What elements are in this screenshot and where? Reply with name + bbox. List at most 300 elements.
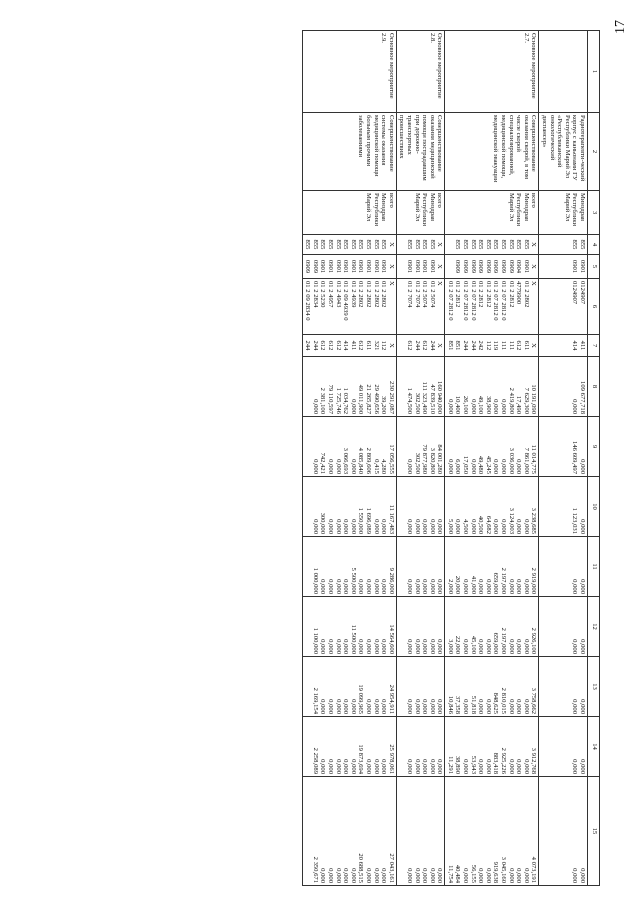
cell-value: 01 2 07 2812 0 xyxy=(469,281,477,321)
cell-value: 41,000 xyxy=(469,575,477,594)
cell-value: всего xyxy=(436,193,444,208)
cell-value: 40,500 xyxy=(477,515,485,534)
table-row xyxy=(302,31,396,886)
cell-value: 0,000 xyxy=(579,579,586,594)
cell-value: 0,000 xyxy=(319,579,327,594)
cell-value: 0,000 xyxy=(327,868,334,883)
cell-value: 0,000 xyxy=(436,519,444,534)
cell-value: 0,000 xyxy=(507,699,515,714)
table-cell-c4 xyxy=(302,235,396,255)
table-cell-c13 xyxy=(539,657,588,717)
cell-value: 0,000 xyxy=(342,519,350,534)
cell-value: 0,000 xyxy=(405,639,413,654)
cell-value: 0,000 xyxy=(334,579,342,594)
cell-value: 7 629,300 xyxy=(522,387,530,414)
cell-value: 79 110,597 xyxy=(327,384,334,414)
cell-value: Минздрав xyxy=(428,193,436,222)
table-cell-c5 xyxy=(396,255,445,279)
cell-value: Минздрав xyxy=(579,193,586,222)
cell-value: 0,000 xyxy=(579,459,586,474)
table-cell-c5 xyxy=(302,255,396,279)
cell-value: 0,000 xyxy=(311,459,319,474)
cell-value: 0,000 xyxy=(500,519,508,534)
cell-value: 0124907 xyxy=(579,281,586,305)
cell-value: 3 066,693 xyxy=(342,447,350,474)
cell-value: 0,000 xyxy=(507,759,515,774)
cell-value: 0,000 xyxy=(380,868,388,883)
table-cell-c7 xyxy=(396,335,445,357)
cell-value: 0,000 xyxy=(349,399,357,414)
cell-value: 0909 xyxy=(469,259,477,274)
cell-value: 111 323,490 xyxy=(421,381,429,414)
cell-value: 119 xyxy=(492,340,500,351)
table-cell-c14 xyxy=(539,717,588,777)
cell-value: 0,000 xyxy=(311,519,319,534)
cell-value: X xyxy=(530,264,538,269)
table-cell-c13 xyxy=(396,657,445,717)
cell-value: 17,050 xyxy=(462,455,470,474)
cell-value: 411 xyxy=(349,340,357,351)
cell-value: 1 474,500 xyxy=(405,387,413,414)
cell-value: 0,000 xyxy=(428,699,436,714)
cell-value: 612 xyxy=(334,340,342,351)
cell-value: 855 xyxy=(319,239,327,250)
cell-value: 39,200 xyxy=(380,395,388,414)
cell-value: 0,000 xyxy=(334,759,342,774)
cell-value: 855 xyxy=(372,239,380,250)
table-cell-c11 xyxy=(396,537,445,597)
cell-value: 0,000 xyxy=(372,519,380,534)
cell-value: 855 xyxy=(507,239,515,250)
header-row xyxy=(588,31,600,886)
table-cell-c9 xyxy=(539,417,588,477)
cell-value: 612 xyxy=(515,340,523,351)
cell-value: 11,754 xyxy=(446,865,454,883)
cell-value: 0,000 xyxy=(413,579,421,594)
cell-value: 0,000 xyxy=(413,699,421,714)
cell-value: 0,000 xyxy=(319,759,327,774)
cell-value: 19 873,694 xyxy=(357,744,365,774)
cell-value: 414 xyxy=(571,340,579,351)
cell-value: 01 2 2802 xyxy=(357,281,365,308)
table-cell-c14 xyxy=(396,717,445,777)
cell-value: 0,000 xyxy=(405,519,413,534)
row-name: Совершенствование системы оказания медицинской помощи больным прочими заболеваниями xyxy=(302,113,396,191)
cell-value: 855 xyxy=(571,239,579,250)
cell-value: 0124907 xyxy=(571,281,579,305)
cell-value: 0,000 xyxy=(349,868,357,883)
table-cell-c5 xyxy=(539,255,588,279)
cell-value: 0,000 xyxy=(357,579,365,594)
cell-value: 0,000 xyxy=(380,579,388,594)
cell-value: 0,000 xyxy=(342,868,350,883)
cell-value: 0,000 xyxy=(357,639,365,654)
cell-value: 0,000 xyxy=(522,639,530,654)
cell-value: 0901 xyxy=(579,259,586,274)
cell-value: 0901 xyxy=(428,259,436,274)
cell-value: 0,000 xyxy=(477,699,485,714)
cell-value: 0,000 xyxy=(428,519,436,534)
budget-table xyxy=(302,30,600,886)
cell-value: 0901 xyxy=(357,259,365,274)
cell-value: 0,000 xyxy=(327,759,334,774)
cell-value: 109 677,718 xyxy=(579,381,586,414)
header-cell: 6 xyxy=(588,279,600,335)
cell-value: 2 197,000 xyxy=(500,627,508,654)
cell-value: 10,400 xyxy=(454,395,462,414)
cell-value: 0909 xyxy=(507,259,515,274)
cell-value: 0,000 xyxy=(334,699,342,714)
cell-value: 4 085,840 xyxy=(357,447,365,474)
cell-value: 855 xyxy=(492,239,500,250)
cell-value: 851 xyxy=(446,340,454,351)
cell-value: 47 839,510 xyxy=(428,384,436,414)
cell-value: 56,155 xyxy=(469,864,477,883)
cell-value: 0,000 xyxy=(428,639,436,654)
cell-value: 2,000 xyxy=(446,579,454,594)
cell-value: Минздрав xyxy=(380,193,388,222)
cell-value: Республики xyxy=(571,193,579,227)
cell-value: Минздрав xyxy=(522,193,530,222)
cell-value: 4,500 xyxy=(462,519,470,534)
cell-value: 01 2 7074 xyxy=(413,281,421,308)
cell-value: 2 197,000 xyxy=(500,567,508,594)
cell-value: 01 2 4957 xyxy=(327,281,334,308)
cell-value: 79 877,980 xyxy=(421,444,429,474)
table-cell-c3 xyxy=(539,191,588,235)
cell-value: 01 2 2834 xyxy=(311,281,319,308)
cell-value: 160 940,000 xyxy=(436,381,444,414)
cell-value: 0,000 xyxy=(507,868,515,883)
cell-value: 7 861,000 xyxy=(522,447,530,474)
cell-value: X xyxy=(436,343,444,348)
cell-value: 112 xyxy=(380,340,388,351)
row-name: Совершенствование оказания медицинской помощи пострадавшим при дорожно-транспортных происшествиях xyxy=(396,113,445,191)
cell-value: 0,000 xyxy=(492,459,500,474)
cell-value: X xyxy=(436,281,444,286)
cell-value: 2 350,671 xyxy=(311,856,319,883)
cell-value: 0,000 xyxy=(477,579,485,594)
cell-value: 244 xyxy=(469,340,477,351)
cell-value: 855 xyxy=(380,239,388,250)
cell-value: 855 xyxy=(454,239,462,250)
table-cell-c12 xyxy=(396,597,445,657)
cell-value: 0,000 xyxy=(579,868,586,883)
cell-value: 01 2 07 2812 0 xyxy=(500,281,508,321)
cell-value: 45,245 xyxy=(484,455,492,474)
cell-value: 0,000 xyxy=(469,519,477,534)
header-cell: 5 xyxy=(588,255,600,279)
cell-value: 0,000 xyxy=(469,399,477,414)
cell-value: Марий Эл xyxy=(563,193,571,222)
cell-value: 0,000 xyxy=(405,459,413,474)
cell-value: 0,000 xyxy=(515,519,523,534)
cell-value: 855 xyxy=(349,239,357,250)
cell-value: 242 xyxy=(477,340,485,351)
cell-value: X xyxy=(387,264,395,269)
cell-value: 855 xyxy=(334,239,342,250)
cell-value: 26,100 xyxy=(462,395,470,414)
cell-value: 3 912,768 xyxy=(530,747,538,774)
cell-value: 855 xyxy=(327,239,334,250)
cell-value: 17 056,555 xyxy=(387,444,395,474)
cell-value: 0,000 xyxy=(364,699,372,714)
table-cell-c6 xyxy=(302,279,396,335)
table-cell-c10 xyxy=(445,477,539,537)
cell-value: 0,000 xyxy=(515,579,523,594)
cell-value: 01 2 4943 xyxy=(334,281,342,308)
cell-value: 53,943 xyxy=(469,755,477,774)
cell-value: 4779900 xyxy=(515,281,523,305)
cell-value: 0,000 xyxy=(428,868,436,883)
table-cell-c10 xyxy=(539,477,588,537)
cell-value: 0,000 xyxy=(462,579,470,594)
cell-value: 19 099,965 xyxy=(357,684,365,714)
row-name: Совершенствование оказания скорой, в том числе скорой специализированной, медицинской помощи, медицинской эвакуации xyxy=(445,113,539,191)
cell-value: 855 xyxy=(579,239,586,250)
cell-value: 0,000 xyxy=(500,399,508,414)
cell-value: 0,000 xyxy=(319,639,327,654)
cell-value: 0909 xyxy=(304,259,312,274)
cell-value: 2 381,100 xyxy=(319,387,327,414)
cell-value: 1 123,031 xyxy=(571,507,579,534)
table-row xyxy=(396,31,445,886)
cell-value: 0,000 xyxy=(372,579,380,594)
cell-value: 0,000 xyxy=(421,579,429,594)
row-label: Основное мероприятие 2.9. xyxy=(302,31,396,113)
table-cell-c13 xyxy=(302,657,396,717)
cell-value: 0,000 xyxy=(462,699,470,714)
table-cell-c13 xyxy=(445,657,539,717)
table-cell-c3 xyxy=(445,191,539,235)
cell-value: 302,500 xyxy=(413,392,421,414)
cell-value: 01 2 2802 xyxy=(364,281,372,308)
cell-value: 0,000 xyxy=(454,519,462,534)
cell-value: 0,000 xyxy=(342,579,350,594)
header-cell: 10 xyxy=(588,477,600,537)
table-cell-c15 xyxy=(302,777,396,886)
cell-value: 2 810,015 xyxy=(500,687,508,714)
table-cell-c11 xyxy=(539,537,588,597)
table-cell-c15 xyxy=(539,777,588,886)
cell-value: 0909 xyxy=(492,259,500,274)
cell-value: 14 564,600 xyxy=(387,624,395,654)
cell-value: 855 xyxy=(462,239,470,250)
cell-value: Марий Эл xyxy=(364,193,372,222)
cell-value: 0,000 xyxy=(334,639,342,654)
cell-value: 0,000 xyxy=(462,759,470,774)
cell-value: 4 073,191 xyxy=(530,856,538,883)
cell-value: 611 xyxy=(522,340,530,351)
cell-value: 0901 xyxy=(334,259,342,274)
table-cell-c8 xyxy=(396,357,445,417)
cell-value: 0,000 xyxy=(327,459,334,474)
cell-value: 244 xyxy=(304,340,312,351)
cell-value: 0,000 xyxy=(522,759,530,774)
cell-value: 0,000 xyxy=(484,579,492,594)
cell-value: 4,280 xyxy=(380,459,388,474)
cell-value: 0,000 xyxy=(319,699,327,714)
cell-value: 2 925,226 xyxy=(500,747,508,774)
cell-value: 0,000 xyxy=(364,868,372,883)
cell-value: 01 2 5074 xyxy=(428,281,436,308)
cell-value: 302,500 xyxy=(413,452,421,474)
cell-value: 1 000,000 xyxy=(311,567,319,594)
table-row xyxy=(445,31,539,886)
cell-value: 230 291,087 xyxy=(387,381,395,414)
cell-value: 38,890 xyxy=(454,755,462,774)
cell-value: 2 926,100 xyxy=(530,627,538,654)
cell-value: 0909 xyxy=(454,259,462,274)
row-name: Радиотерапевти-ческий корпус с каньонами ГУ Республики Марий Эл «Республиканский онкологический диспансер» xyxy=(539,113,588,191)
cell-value: 0,000 xyxy=(436,868,444,883)
cell-value: X xyxy=(530,242,538,247)
cell-value: 742,421 xyxy=(319,452,327,474)
cell-value: 0901 xyxy=(364,259,372,274)
cell-value: 0,000 xyxy=(515,868,523,883)
table-cell-c15 xyxy=(396,777,445,886)
cell-value: 01 2 2802 xyxy=(522,281,530,308)
cell-value: 855 xyxy=(500,239,508,250)
table-cell-c14 xyxy=(302,717,396,777)
cell-value: 244 xyxy=(462,340,470,351)
cell-value: 0,000 xyxy=(571,579,579,594)
cell-value: 10 191,090 xyxy=(530,384,538,414)
cell-value: 0,000 xyxy=(327,579,334,594)
cell-value: 0,000 xyxy=(364,579,372,594)
table-cell-c9 xyxy=(396,417,445,477)
cell-value: 01 2 2812 xyxy=(454,281,462,308)
cell-value: 0,000 xyxy=(405,579,413,594)
cell-value: 01 2 5074 xyxy=(421,281,429,308)
cell-value: 112 xyxy=(484,340,492,351)
header-cell: 7 xyxy=(588,335,600,357)
table-cell-c4 xyxy=(396,235,445,255)
cell-value: 01 2 2802 xyxy=(380,281,388,308)
table-body xyxy=(302,31,587,886)
cell-value: 0,000 xyxy=(334,868,342,883)
table-cell-c9 xyxy=(445,417,539,477)
cell-value: 01 2 2812 xyxy=(507,281,515,308)
cell-value: 0,000 xyxy=(413,759,421,774)
cell-value: 0,000 xyxy=(342,639,350,654)
table-cell-c14 xyxy=(445,717,539,777)
cell-value: 244 xyxy=(413,340,421,351)
table-cell-c10 xyxy=(396,477,445,537)
cell-value: 146 609,497 xyxy=(571,441,579,474)
cell-value: 0901 xyxy=(342,259,350,274)
table-cell-c11 xyxy=(302,537,396,597)
cell-value: 0,000 xyxy=(571,699,579,714)
cell-value: 0,000 xyxy=(484,868,492,883)
cell-value: 11 167,483 xyxy=(387,504,395,534)
row-label xyxy=(539,31,588,113)
cell-value: 49,100 xyxy=(477,395,485,414)
cell-value: 0909 xyxy=(477,259,485,274)
cell-value: 0,000 xyxy=(428,759,436,774)
cell-value: X xyxy=(387,242,395,247)
table-cell-c7 xyxy=(539,335,588,357)
cell-value: 0,000 xyxy=(405,699,413,714)
cell-value: 855 xyxy=(428,239,436,250)
cell-value: 0,000 xyxy=(484,639,492,654)
cell-value: 0909 xyxy=(484,259,492,274)
cell-value: 45,100 xyxy=(469,635,477,654)
header-cell: 3 xyxy=(588,191,600,235)
cell-value: 659,000 xyxy=(492,632,500,654)
cell-value: 0,000 xyxy=(364,759,372,774)
cell-value: 0,000 xyxy=(522,699,530,714)
cell-value: 38,900 xyxy=(484,395,492,414)
cell-value: 0,000 xyxy=(311,399,319,414)
cell-value: 0,000 xyxy=(342,759,350,774)
cell-value: 0,000 xyxy=(421,519,429,534)
cell-value: 49 011,900 xyxy=(357,384,365,414)
cell-value: 0,000 xyxy=(515,699,523,714)
cell-value: 01 2 2812 xyxy=(484,281,492,308)
cell-value: 855 xyxy=(421,239,429,250)
cell-value: 0,415 xyxy=(372,459,380,474)
row-label: Основное мероприятие 2.8. xyxy=(396,31,445,113)
header-cell: 1 xyxy=(588,31,600,113)
cell-value: 0901 xyxy=(349,259,357,274)
cell-value: 0,000 xyxy=(500,459,508,474)
cell-value: 0901 xyxy=(421,259,429,274)
cell-value: 0,000 xyxy=(462,868,470,883)
cell-value: 612 xyxy=(405,340,413,351)
cell-value: 2 419,800 xyxy=(507,387,515,414)
cell-value: 659,000 xyxy=(492,572,500,594)
rotated-table-container xyxy=(85,30,600,885)
cell-value: 0901 xyxy=(522,259,530,274)
cell-value: 5 500,000 xyxy=(349,567,357,594)
cell-value: 0,000 xyxy=(380,759,388,774)
cell-value: 2 809,606 xyxy=(364,447,372,474)
cell-value: 855 xyxy=(357,239,365,250)
cell-value: 11 500,000 xyxy=(349,624,357,654)
cell-value: всего xyxy=(387,193,395,208)
cell-value: 855 xyxy=(304,239,312,250)
table-row xyxy=(539,31,588,886)
cell-value: 2 919,000 xyxy=(530,567,538,594)
cell-value: 0,000 xyxy=(421,868,429,883)
table-cell-c10 xyxy=(302,477,396,537)
cell-value: 0,000 xyxy=(579,759,586,774)
cell-value: 0,000 xyxy=(446,459,454,474)
table-cell-c12 xyxy=(539,597,588,657)
cell-value: 612 xyxy=(319,340,327,351)
cell-value: 0,000 xyxy=(436,639,444,654)
table-cell-c6 xyxy=(539,279,588,335)
cell-value: 01 2 07 2812 0 xyxy=(446,281,454,321)
table-cell-c4 xyxy=(445,235,539,255)
cell-value: 0,000 xyxy=(515,459,523,474)
cell-value: 22,000 xyxy=(454,635,462,654)
cell-value: 0,000 xyxy=(571,759,579,774)
cell-value: 612 xyxy=(421,340,429,351)
cell-value: 0,000 xyxy=(462,639,470,654)
cell-value: X xyxy=(436,264,444,269)
cell-value: 0,000 xyxy=(327,519,334,534)
header-cell: 13 xyxy=(588,657,600,717)
cell-value: 11 014,775 xyxy=(530,444,538,474)
cell-value: 01 2 2802 xyxy=(372,281,380,308)
cell-value: 0,000 xyxy=(349,459,357,474)
table-cell-c12 xyxy=(445,597,539,657)
header-cell: 14 xyxy=(588,717,600,777)
header-cell: 11 xyxy=(588,537,600,597)
cell-value: 0,000 xyxy=(492,519,500,534)
